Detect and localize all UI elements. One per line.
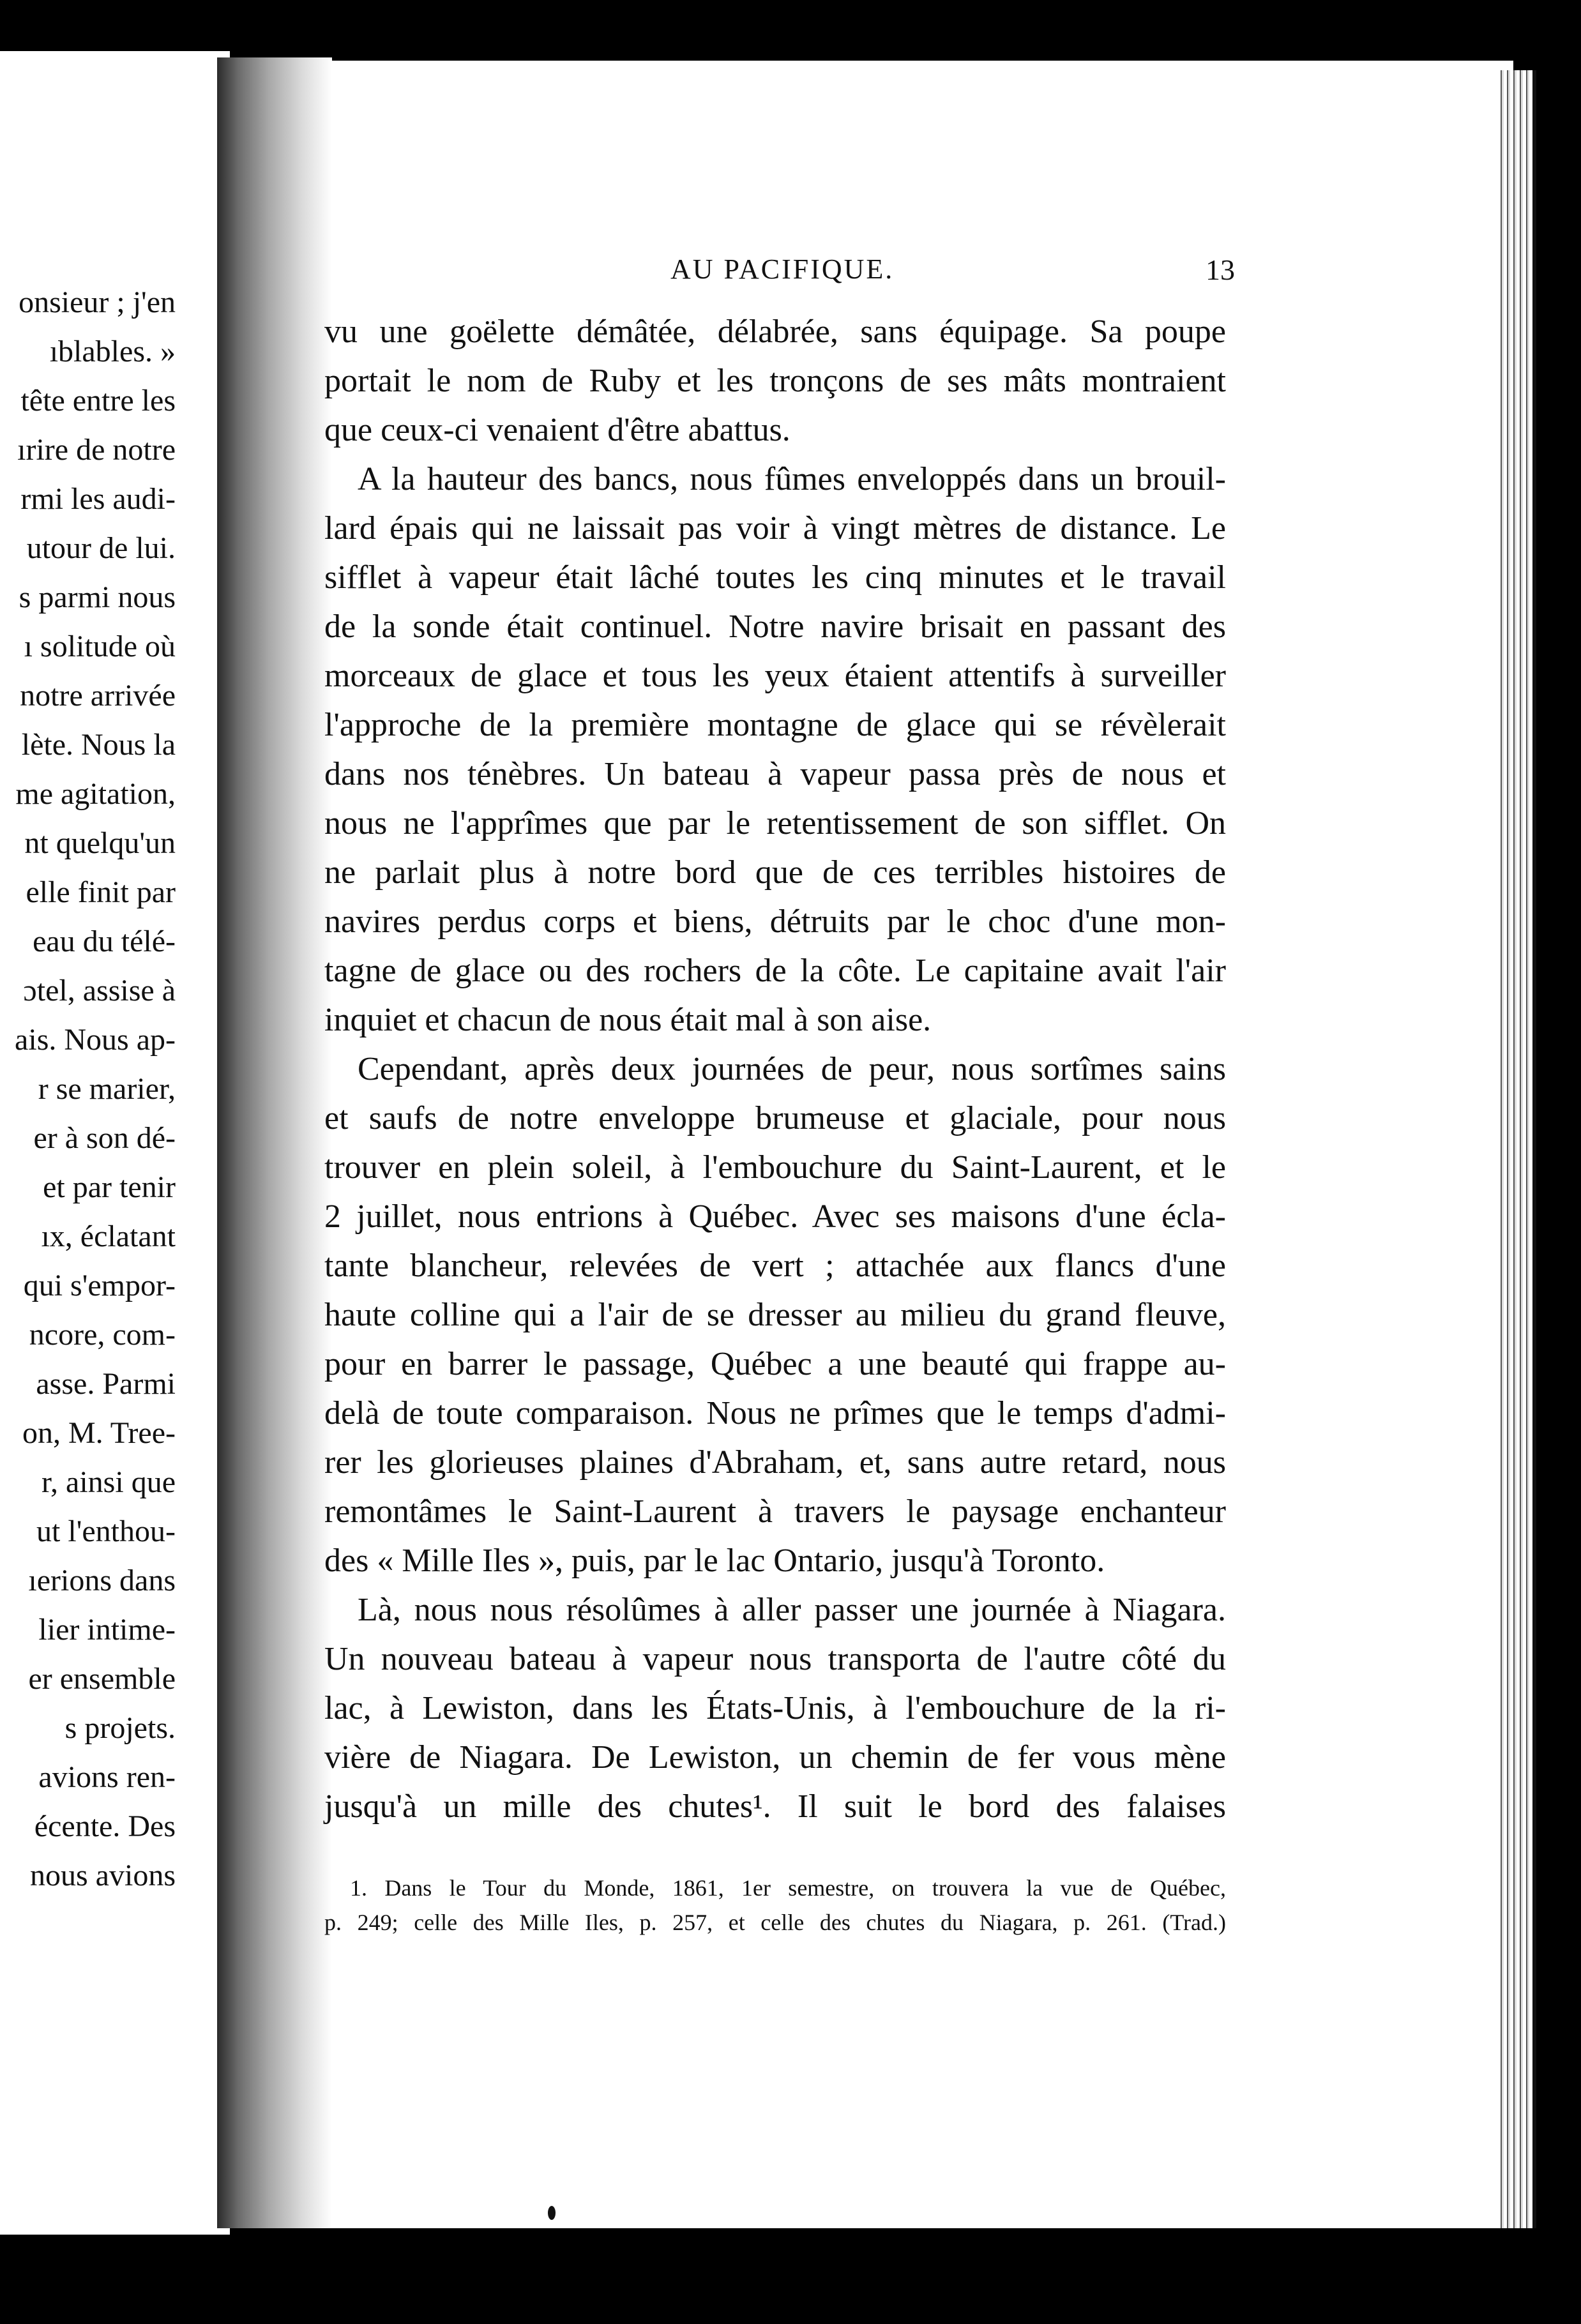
left-line: notre arrivée [20,679,176,713]
page-header [0,253,1581,291]
left-line: ɔtel, assise à [23,974,176,1007]
page-gutter-shadow [217,57,332,2228]
text-line: lac, à Lewiston, dans les États-Unis, à l'embouchure de la ri- [324,1690,1226,1726]
text-line: navires perdus corps et biens, détruits par le choc d'une mon- [324,903,1226,940]
text-line: trouver en plein soleil, à l'embouchure du Saint-Laurent, et le [324,1149,1226,1186]
left-line: et par tenir [43,1170,176,1204]
left-line: er ensemble [28,1662,176,1696]
text-line: morceaux de glace et tous les yeux étaient attentifs à surveiller [324,658,1226,694]
left-line: elle finit par [26,875,176,909]
text-line: de la sonde était continuel. Notre navire brisait en passant des [324,608,1226,645]
footnote-line: p. 249; celle des Mille Iles, p. 257, et celle des chutes du Niagara, p. 261. (Trad.) [324,1910,1226,1935]
text-line: dans nos ténèbres. Un bateau à vapeur passa près de nous et [324,756,1226,792]
text-line: nous ne l'apprîmes que par le retentissement de son sifflet. On [324,805,1226,841]
left-line: s parmi nous [19,580,176,614]
left-line: r se marier, [38,1072,176,1106]
footnote-line: 1. Dans le Tour du Monde, 1861, 1er semestre, on trouvera la vue de Québec, [350,1875,1226,1901]
running-head: AU PACIFIQUE. [670,253,895,285]
text-line: portait le nom de Ruby et les tronçons de ses mâts montraient [324,363,1226,399]
text-line: l'approche de la première montagne de glace qui se révèlerait [324,707,1226,743]
text-line: sifflet à vapeur était lâché toutes les cinq minutes et le travail [324,559,1226,596]
text-line: remontâmes le Saint-Laurent à travers le paysage enchanteur [324,1493,1226,1530]
page-number: 13 [1206,253,1235,286]
text-line: des « Mille Iles », puis, par le lac Ontario, jusqu'à Toronto. [324,1543,1105,1579]
left-line: ncore, com- [29,1318,176,1352]
text-line: A la hauteur des bancs, nous fûmes enveloppés dans un brouil- [358,461,1226,497]
left-line: lète. Nous la [21,728,176,762]
left-line: eau du télé- [33,924,176,958]
left-line: lier intime- [38,1613,176,1647]
left-line: rmi les audi- [20,482,176,516]
left-line: me agitation, [15,777,176,811]
text-line: que ceux-ci venaient d'être abattus. [324,412,790,448]
left-line: écente. Des [34,1809,176,1843]
left-line: on, M. Tree- [22,1416,176,1450]
left-line: onsieur ; j'en [19,285,176,319]
left-line: tête entre les [20,384,176,418]
text-line: jusqu'à un mille des chutes¹. Il suit le bord des falaises [324,1788,1226,1825]
text-line: vière de Niagara. De Lewiston, un chemin de fer vous mène [324,1739,1226,1776]
left-line: r, ainsi que [41,1465,176,1499]
left-line: s projets. [64,1711,176,1745]
text-line: rer les glorieuses plaines d'Abraham, et, sans autre retard, nous [324,1444,1226,1481]
text-line: ne parlait plus à notre bord que de ces terribles histoires de [324,854,1226,891]
left-line: ıblables. » [49,335,176,368]
page-edges [1497,70,1536,2228]
text-line: vu une goëlette démâtée, délabrée, sans équipage. Sa poupe [324,313,1226,350]
left-line: asse. Parmi [36,1367,176,1401]
left-line: ıx, éclatant [41,1219,176,1253]
left-line: nt quelqu'un [24,826,176,860]
text-line: tagne de glace ou des rochers de la côte. Le capitaine avait l'air [324,953,1226,989]
text-line: haute colline qui a l'air de se dresser au milieu du grand fleuve, [324,1297,1226,1333]
text-line: inquiet et chacun de nous était mal à son aise. [324,1002,932,1038]
text-line: et saufs de notre enveloppe brumeuse et glaciale, pour nous [324,1100,1226,1136]
text-line: Là, nous nous résolûmes à aller passer une journée à Niagara. [358,1592,1226,1628]
left-line: qui s'empor- [23,1269,176,1302]
left-facing-page [0,51,230,2235]
text-line: tante blancheur, relevées de vert ; attachée aux flancs d'une [324,1248,1226,1284]
left-line: ut l'enthou- [36,1514,176,1548]
left-line: ais. Nous ap- [15,1023,176,1057]
left-line: avions ren- [38,1760,176,1794]
left-line: ırire de notre [17,433,176,467]
left-line: utour de lui. [26,531,176,565]
left-line: nous avions [30,1859,176,1892]
text-line: Un nouveau bateau à vapeur nous transporta de l'autre côté du [324,1641,1226,1677]
left-line: er à son dé- [33,1121,176,1155]
text-line: Cependant, après deux journées de peur, nous sortîmes sains [358,1051,1226,1087]
ink-speck [548,2206,556,2220]
text-line: lard épais qui ne laissait pas voir à vingt mètres de distance. Le [324,510,1226,547]
text-line: delà de toute comparaison. Nous ne prîmes que le temps d'admi- [324,1395,1226,1431]
text-line: pour en barrer le passage, Québec a une beauté qui frappe au- [324,1346,1226,1382]
left-line: ıerions dans [28,1564,176,1597]
left-line: ı solitude où [24,630,176,663]
text-line: 2 juillet, nous entrions à Québec. Avec ses maisons d'une écla- [324,1198,1226,1235]
